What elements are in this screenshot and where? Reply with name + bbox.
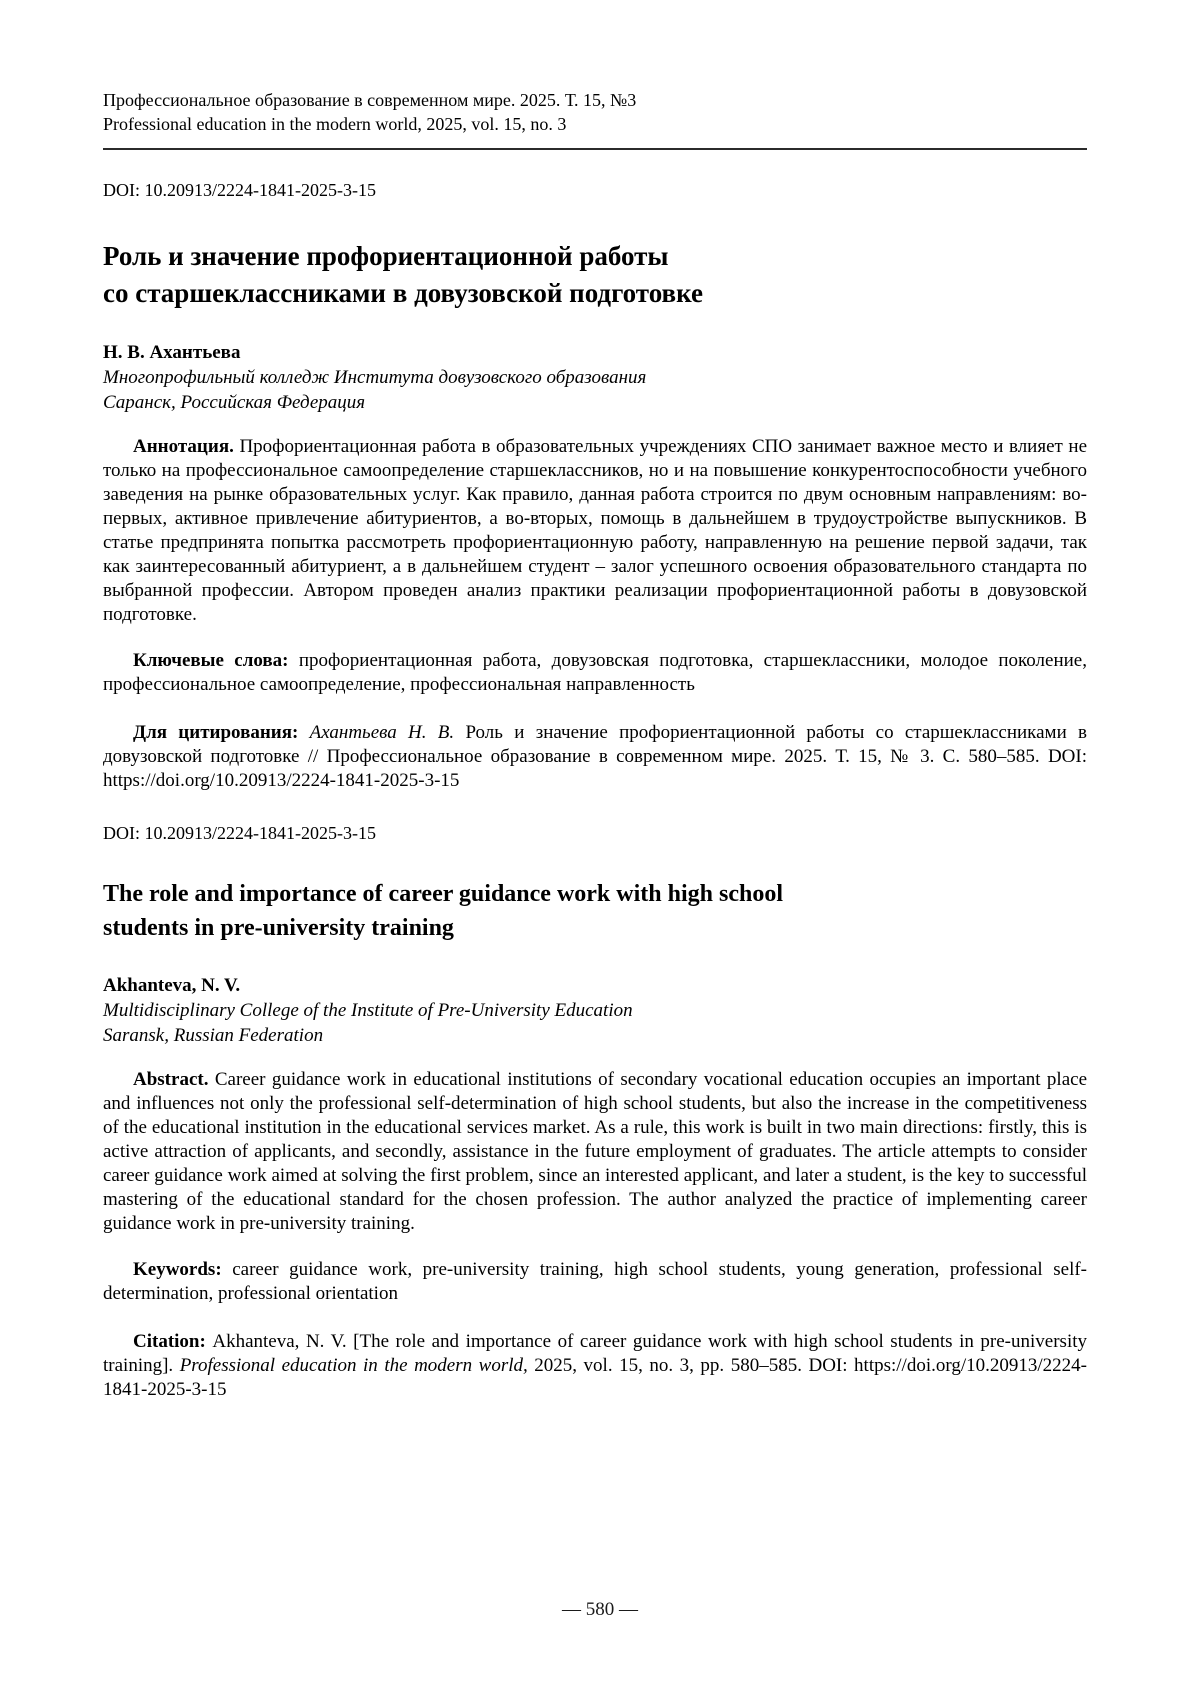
author-location-ru: Саранск, Российская Федерация: [103, 392, 366, 413]
keywords-label-ru: Ключевые слова:: [133, 650, 299, 671]
author-affiliation-ru: Многопрофильный колледж Института довузовского образования: [103, 367, 647, 388]
keywords-ru: [103, 649, 1087, 697]
abstract-text-ru: Профориентационная работа в образовательных учреждениях СПО занимает важное место и влияет не только на профессиональное самоопределение старшеклассников, но и на повышение конкурентоспособности учебного заведения на рынке образовательных услуг. Как правило, данная работа строится по двум основным направлениям: во-первых, активное привлечение абитуриентов, а во-вторых, помощь в дальнейшем в трудоустройстве выпускников. В статье предпринята попытка рассмотреть профориентационную работу, направленную на решение первой задачи, так как заинтересованный абитуриент, а в дальнейшем студент – залог успешного освоения образовательного стандарта по выбранной профессии. Автором проведен анализ практики реализации профориентационной работы в довузовской подготовке.: [103, 436, 1088, 625]
abstract-label-en: Abstract.: [133, 1069, 215, 1090]
citation-en: [103, 1330, 1087, 1402]
citation-label-ru: Для цитирования:: [133, 722, 310, 743]
article-title-ru-line2: со старшеклассниками в довузовской подготовке: [103, 278, 703, 308]
journal-header: [103, 88, 1087, 136]
page-number: — 580 —: [562, 1599, 638, 1620]
doi-en: DOI: 10.20913/2224-1841-2025-3-15: [103, 823, 376, 843]
journal-title-ru: Профессиональное образование в современном мире. 2025. Т. 15, №3: [103, 90, 637, 110]
header-divider: [103, 148, 1087, 150]
citation-author-ru: Ахантьева Н. В.: [309, 722, 455, 743]
citation-tail-en: 2025, vol. 15, no. 3, pp. 580–585. DOI: https://doi.org/10.20913/2224-1841-2025-3-15: [103, 1355, 1087, 1400]
keywords-label-en: Keywords:: [133, 1259, 233, 1280]
abstract-en: [103, 1068, 1087, 1236]
citation-text-ru: Роль и значение профориентационной работы со старшеклассниками в довузовской подготовке // Профессиональное образование в современном мире. 2025. Т. 15, № 3. С. 580–585. DOI: https://doi.org/10.20913/2224-1841-2025-3-15: [103, 722, 1087, 791]
abstract-text-en: Career guidance work in educational institutions of secondary vocational education occupies an important place and influences not only the professional self-determination of high school students, but also the increase in the competitiveness of the educational institution in the educational services market. As a rule, this work is built in two main directions: firstly, this is active attraction of applicants, and secondly, assistance in the future employment of graduates. The article attempts to consider career guidance work aimed at solving the first problem, since an interested applicant, and later a student, is the key to successful mastering of the educational standard for the chosen profession. The author analyzed the practice of implementing career guidance work in pre-university training.: [103, 1069, 1088, 1234]
author-name-en: Akhanteva, N. V.: [103, 975, 241, 996]
article-title-en: [103, 877, 1087, 945]
article-title-en-line1: The role and importance of career guidance work with high school: [103, 881, 783, 907]
doi-ru: DOI: 10.20913/2224-1841-2025-3-15: [103, 180, 376, 200]
keywords-text-en: career guidance work, pre-university training, high school students, young generation, professional self-determination, professional orientation: [103, 1259, 1087, 1304]
journal-title-en: Professional education in the modern world, 2025, vol. 15, no. 3: [103, 114, 567, 134]
author-affiliation-en: Multidisciplinary College of the Institute of Pre-University Education: [103, 1000, 633, 1021]
abstract-label-ru: Аннотация.: [133, 436, 240, 457]
author-block-ru: [103, 340, 1087, 415]
author-block-en: [103, 973, 1087, 1048]
citation-ru: [103, 721, 1087, 793]
abstract-ru: [103, 435, 1087, 627]
article-title-en-line2: students in pre-university training: [103, 915, 454, 941]
author-name-ru: Н. В. Ахантьева: [103, 342, 241, 363]
article-title-ru: [103, 238, 1087, 312]
author-location-en: Saransk, Russian Federation: [103, 1025, 324, 1046]
page-content: [103, 0, 1087, 1402]
citation-label-en: Citation:: [133, 1331, 213, 1352]
article-title-ru-line1: Роль и значение профориентационной работы: [103, 241, 669, 271]
keywords-en: [103, 1258, 1087, 1306]
citation-source-en: Professional education in the modern world,: [179, 1355, 528, 1376]
citation-body-en: Akhanteva, N. V. [The role and importance of career guidance work with high school students in pre-university training].: [103, 1331, 1087, 1376]
keywords-text-ru: профориентационная работа, довузовская подготовка, старшеклассники, молодое поколение, профессиональное самоопределение, профессиональная направленность: [103, 650, 1087, 695]
